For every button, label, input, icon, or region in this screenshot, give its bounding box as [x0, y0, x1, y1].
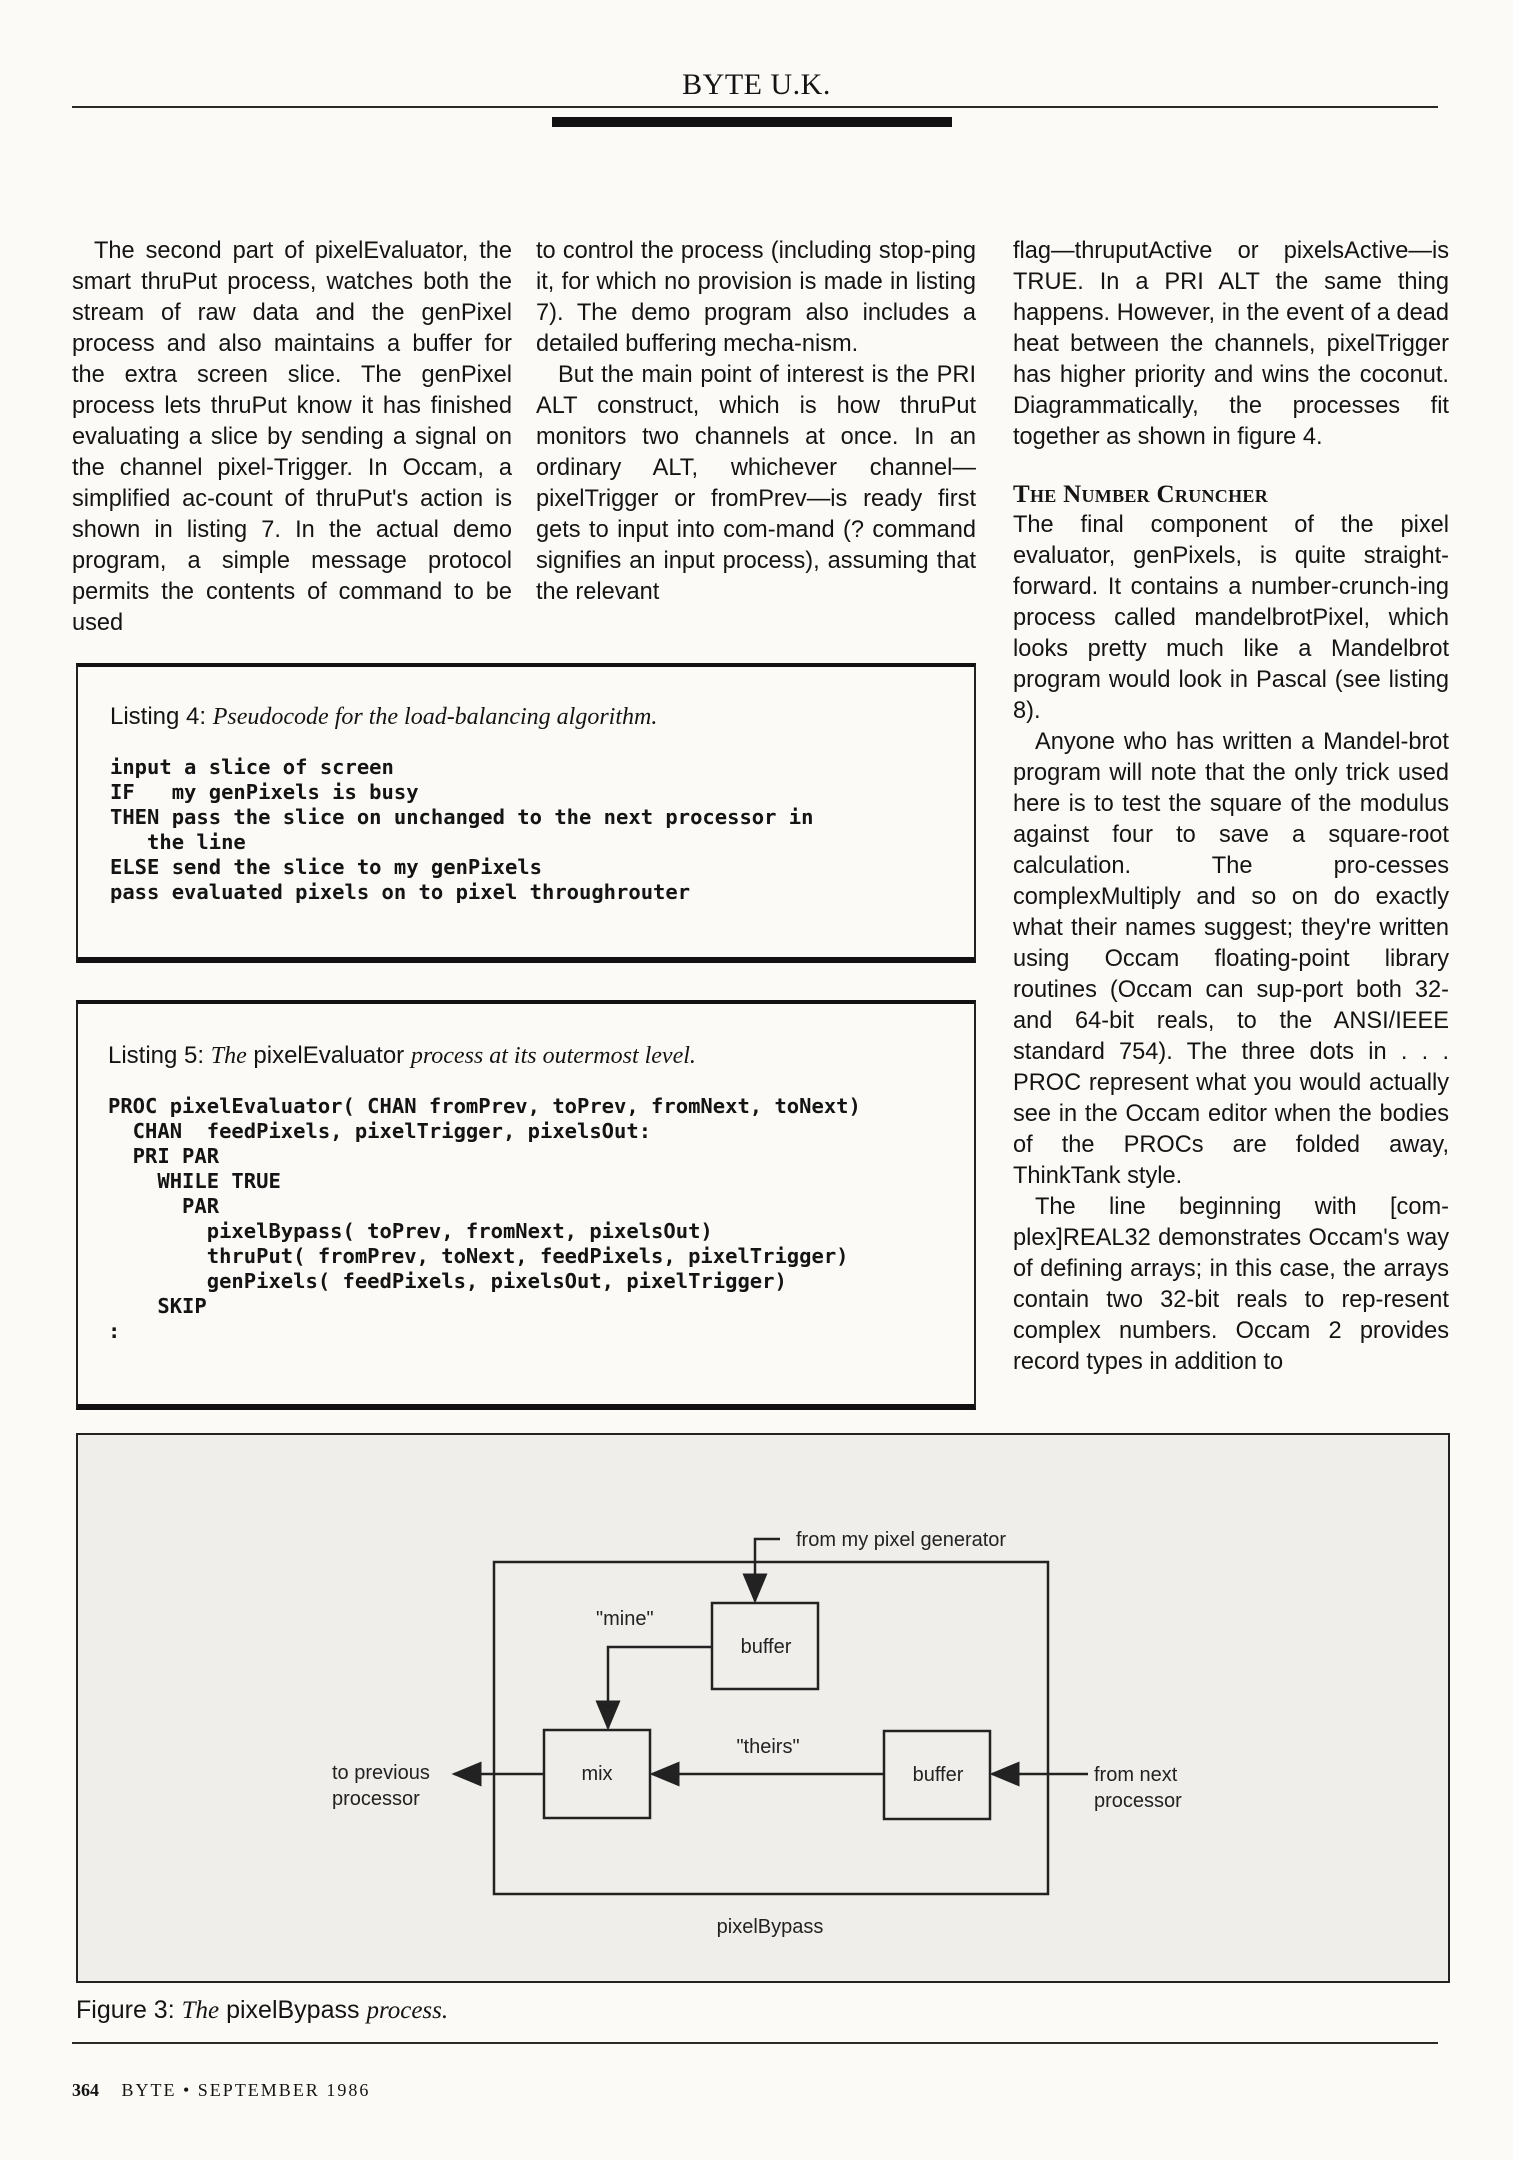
footer — [72, 2080, 370, 2101]
column-3 — [1013, 236, 1449, 1378]
paragraph: The second part of pixelEvaluator, the smart thruPut process, watches both the stream of raw data and the genPixel process and also maintains a buffer for the extra screen slice. The genPixel process lets thruPut know it has finished evaluating a slice by sending a signal on the channel pixel-Trigger. In Occam, a simplified ac-count of thruPut's action is shown in listing 7. In the actual demo program, a simple message protocol permits the contents of command to be used — [72, 238, 512, 636]
paragraph: The final component of the pixel evaluator, genPixels, is quite straight-forward. It contains a number-crunch-ing process called mandelbrotPixel, which looks pretty much like a Mandelbrot program would look in Pascal (see listing 8). — [1013, 512, 1449, 724]
figure-label: Figure 3: — [76, 1996, 175, 2024]
label-to-previous-1: to previous — [332, 1762, 430, 1784]
figure-caption-italic: process. — [366, 1997, 449, 2024]
listing-5 — [76, 1000, 976, 1410]
label-from-next-2: processor — [1094, 1790, 1182, 1812]
listing-caption: Pseudocode for the load-balancing algorithm. — [212, 704, 658, 730]
footer-rule — [72, 2042, 1438, 2044]
arrow-mine — [608, 1647, 712, 1728]
figure-3 — [76, 1433, 1450, 1983]
listing-caption-name: pixelEvaluator — [253, 1042, 405, 1069]
column-1 — [72, 236, 512, 639]
label-buffer-right: buffer — [912, 1764, 964, 1786]
label-buffer-top: buffer — [740, 1636, 792, 1658]
listing-4 — [76, 663, 976, 963]
listing-caption-italic: The — [210, 1043, 247, 1069]
column-2 — [536, 236, 976, 608]
listing-5-title — [108, 1042, 944, 1070]
paragraph: But the main point of interest is the PRI ALT construct, which is how thruPut monitors two channels at once. In an ordinary ALT, whichever channel—pixelTrigger or fromPrev—is ready first gets to input into com-mand (? command signifies an input process), assuming that the relevant — [536, 362, 976, 605]
figure-caption-name: pixelBypass — [226, 1996, 360, 2024]
label-to-previous-2: processor — [332, 1788, 420, 1810]
header-thick-bar — [552, 117, 952, 127]
label-mine: "mine" — [596, 1608, 654, 1630]
label-pixelbypass: pixelBypass — [716, 1916, 824, 1938]
label-from-next-1: from next — [1094, 1764, 1178, 1786]
listing-5-code: PROC pixelEvaluator( CHAN fromPrev, toPrev, fromNext, toNext) CHAN feedPixels, pixelTrigger, pixelsOut: PRI PAR WHILE TRUE PAR pixelBypass( toPrev, fromNext, pixelsOut) thruPut( fromPrev, toNext, feedPixels, pixelTrigger) genPixels( feedPixels, pixelsOut, pixelTrigger) SKIP : — [108, 1094, 861, 1343]
footer-text: BYTE • SEPTEMBER 1986 — [121, 2080, 371, 2100]
header-rule — [72, 106, 1438, 108]
label-from-generator: from my pixel generator — [796, 1529, 1007, 1551]
listing-caption-italic: process at its outermost level. — [410, 1043, 696, 1069]
paragraph: Anyone who has written a Mandel-brot program will note that the only trick used here is to test the square of the modulus against four to save a square-root calculation. The pro-cesses complexMultiply and so on do exactly what their names suggest; they're written using Occam floating-point library routines (Occam can sup-port both 32- and 64-bit reals, to the ANSI/IEEE standard 754). The three dots in . . . PROC represent what you would actually see in the Occam editor when the bodies of the PROCs are folded away, ThinkTank style. — [1013, 729, 1449, 1189]
figure-3-diagram — [78, 1435, 1448, 1981]
listing-4-title — [110, 703, 944, 731]
section-heading: The Number Cruncher — [1013, 481, 1268, 508]
label-mix: mix — [581, 1763, 613, 1785]
paragraph: to control the process (including stop-ping it, for which no provision is made in listing 7). The demo program also includes a detailed buffering mecha-nism. — [536, 238, 976, 357]
paragraph: flag—thruputActive or pixelsActive—is TRUE. In a PRI ALT the same thing happens. However, in the event of a dead heat between the channels, pixelTrigger has higher priority and wins the coconut. Diagrammatically, the processes fit together as shown in figure 4. — [1013, 238, 1449, 450]
figure-3-caption — [76, 1996, 448, 2025]
label-theirs: "theirs" — [736, 1736, 800, 1758]
figure-caption-italic: The — [181, 1997, 220, 2024]
page-number: 364 — [72, 2080, 99, 2100]
arrow-from-generator — [755, 1539, 780, 1601]
listing-label: Listing 5: — [108, 1042, 205, 1069]
paragraph: The line beginning with [com-plex]REAL32 demonstrates Occam's way of defining arrays; in this case, the arrays contain two 32-bit reals to rep-resent complex numbers. Occam 2 provides record types in addition to — [1013, 1194, 1449, 1375]
running-head: BYTE U.K. — [682, 68, 831, 101]
listing-4-code: input a slice of screen IF my genPixels is busy THEN pass the slice on unchanged to the next processor in the line ELSE send the slice to my genPixels pass evaluated pixels on to pixel throughrouter — [110, 755, 814, 904]
listing-label: Listing 4: — [110, 703, 207, 730]
